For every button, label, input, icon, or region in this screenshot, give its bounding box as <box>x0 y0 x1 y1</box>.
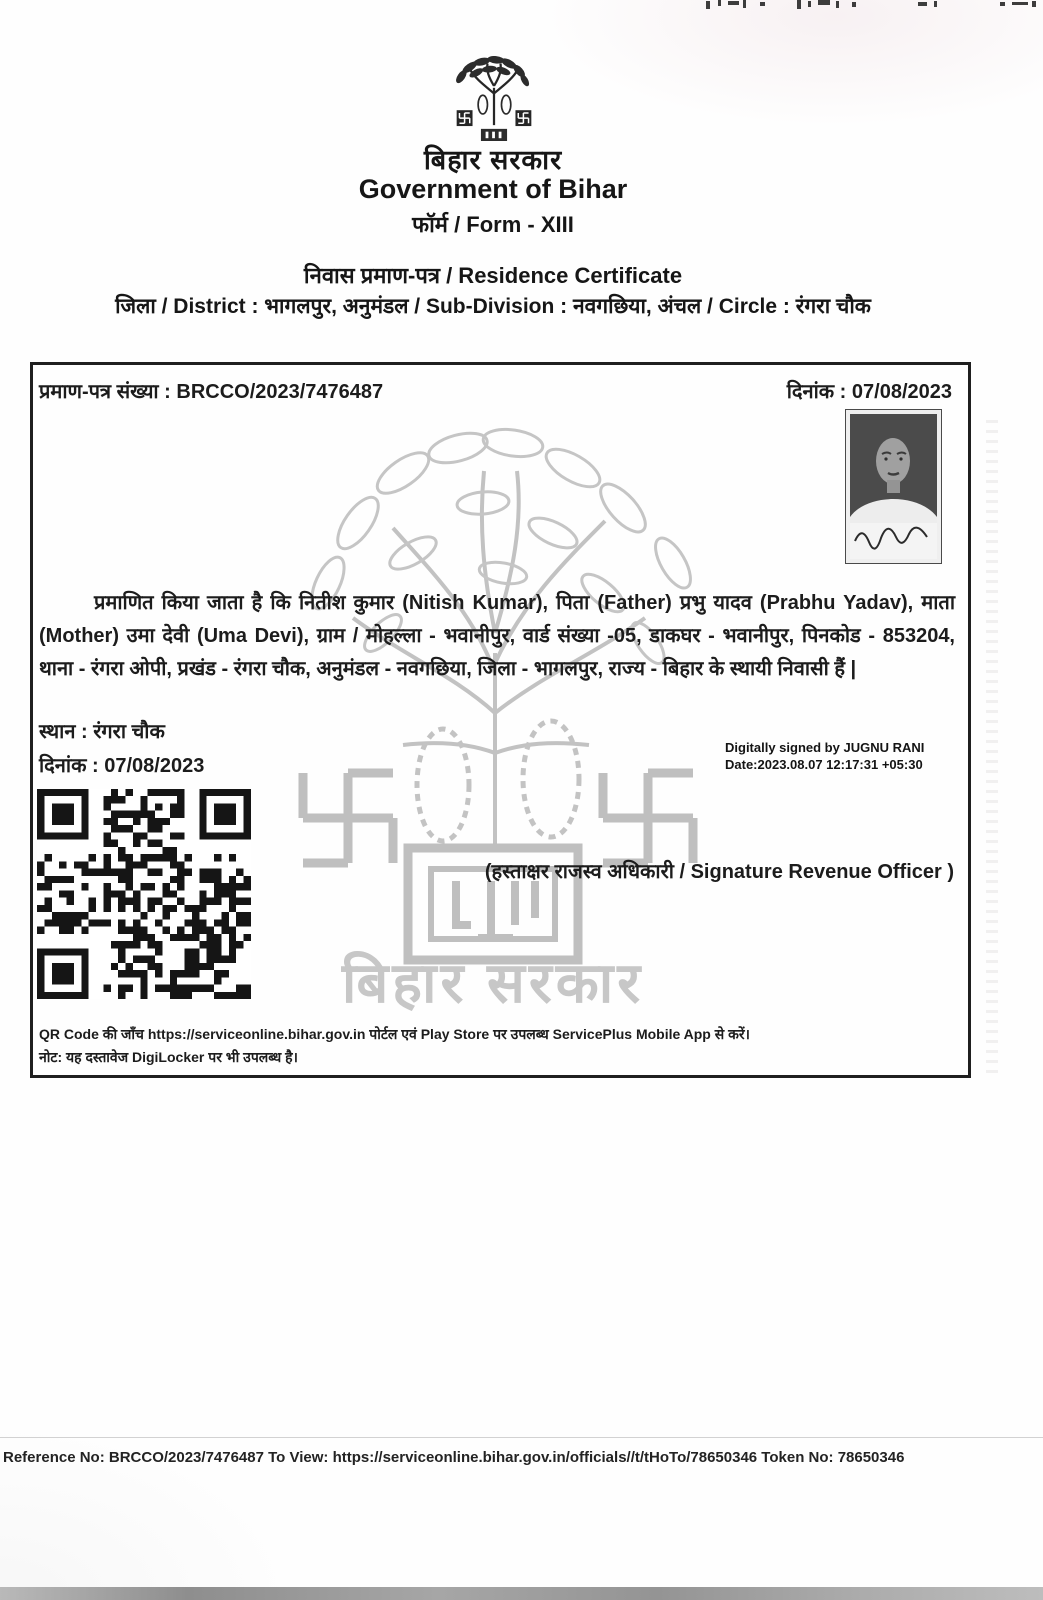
signature-caption: (हस्ताक्षर राजस्व अधिकारी / Signature Revenue Officer ) <box>484 861 954 883</box>
place-line: स्थान : रंगरा चौक <box>39 721 165 743</box>
certificate-body-text: प्रमाणित किया जाता है कि नितीश कुमार (Nitish Kumar), पिता (Father) प्रभु यादव (Prabhu Yadav), माता (Mother) उमा देवी (Uma Devi), ग्राम / मोहल्ला - भवानीपुर, वार्ड संख्या -05, डाकघर - भवानीपुर, पिनकोड - 853204, थाना - रंगरा ओपी, प्रखंड - रंगरा चौक, अनुमंडल - नवगछिया, जिला - भागलपुर, राज्य - बिहार के स्थायी निवासी हैं | <box>39 592 955 680</box>
certificate-box <box>30 362 971 1078</box>
qr-code-canvas <box>37 789 251 999</box>
bihar-emblem-watermark <box>253 413 753 1025</box>
org-name-english: Government of Bihar <box>358 174 628 204</box>
org-name-hindi: बिहार सरकार <box>423 145 563 175</box>
digital-signature-line2: Date:2023.08.07 12:17:31 +05:30 <box>725 757 923 772</box>
digital-signature-block <box>725 739 924 773</box>
qr-code <box>37 789 251 1004</box>
date-line: दिनांक : 07/08/2023 <box>39 755 205 777</box>
footer-divider <box>0 1437 1043 1438</box>
jurisdiction-line: जिला / District : भागलपुर, अनुमंडल / Sub-Division : नवगछिया, अंचल / Circle : रंगरा चौक <box>115 295 871 318</box>
applicant-photo <box>845 409 942 564</box>
digital-signature-line1: Digitally signed by JUGNU RANI <box>725 740 925 755</box>
digilocker-note: नोट: यह दस्तावेज DigiLocker पर भी उपलब्ध है। <box>39 1049 298 1065</box>
watermark-text: बिहार सरकार <box>341 951 645 1014</box>
certificate-issue-date: दिनांक : 07/08/2023 <box>786 381 952 403</box>
qr-verification-note: QR Code की जाँच https://serviceonline.bihar.gov.in पोर्टल एवं Play Store पर उपलब्ध ServicePlus Mobile App से करें। <box>39 1026 750 1042</box>
scan-artifacts-right-margin <box>986 420 998 1080</box>
certificate-title: निवास प्रमाण-पत्र / Residence Certificate <box>303 263 683 288</box>
scan-artifact-bottom-bar <box>0 1587 1043 1600</box>
certificate-number: प्रमाण-पत्र संख्या : BRCCO/2023/7476487 <box>39 381 384 403</box>
scan-artifacts-top <box>700 0 1043 12</box>
footer-reference-line: Reference No: BRCCO/2023/7476487 To View: https://serviceonline.bihar.gov.in/officials//t/tHoTo/78650346 Token No: 78650346 <box>3 1449 905 1466</box>
form-number: फॉर्म / Form - XIII <box>412 212 574 237</box>
bihar-government-emblem-logo <box>438 56 550 142</box>
